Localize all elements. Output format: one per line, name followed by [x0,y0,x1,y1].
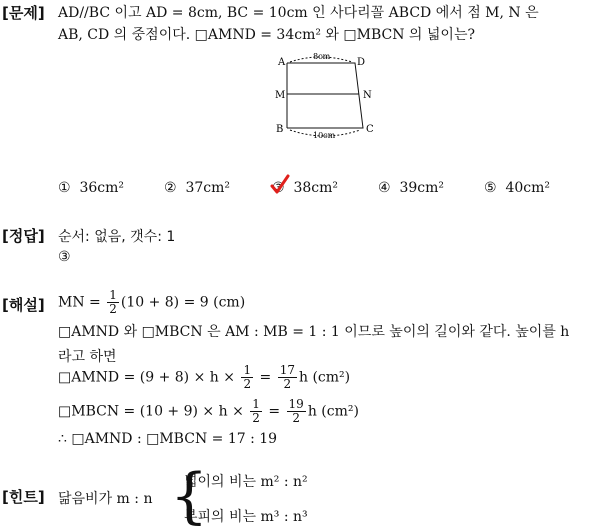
trapezoid-figure [270,50,385,140]
bottom-length-label: 10cm [313,131,336,140]
choice-3-number-wrap [272,180,285,196]
choice-1[interactable] [58,180,124,196]
solution-mn-lhs: MN = [58,294,106,311]
choice-4-number: ④ [378,180,391,196]
fraction-denominator: 2 [243,377,252,391]
choice-1-text: 36cm² [79,180,125,196]
amnd-unit: h (cm²) [299,369,351,386]
hint-label: [힌트] [2,488,45,506]
mbcn-expression: □MBCN = (10 + 9) × h × [58,403,249,420]
solution-line-2: □AMND 와 □MBCN 은 AM : MB = 1 : 1 이므로 높이의 길이와 같다. 높이를 h [58,324,570,340]
equals-sign: = [263,403,285,420]
choice-5-text: 40cm² [505,180,551,196]
fraction-half [241,364,253,391]
vertex-c: C [366,124,374,135]
brace-icon: { [170,461,209,531]
amnd-expression: □AMND = (9 + 8) × h × [58,369,240,386]
fraction-numerator: 1 [252,397,260,411]
hint-volume-ratio: 부피의 비는 m³ : n³ [184,509,308,525]
fraction-denominator: 2 [283,377,292,391]
vertex-b: B [276,124,284,135]
top-length-label: 8cm [313,52,331,61]
solution-line-6: ∴ □AMND : □MBCN = 17 : 19 [58,431,278,447]
answer-choice: ③ [58,249,71,265]
vertex-a: A [278,57,286,68]
answer-label: [정답] [2,227,45,245]
trapezoid-outline [287,63,363,128]
choice-3-number: ③ [272,180,285,196]
fraction-half [250,398,262,425]
checkmark-icon [270,174,290,196]
choice-3-text: 38cm² [293,180,339,196]
choice-5[interactable] [484,180,550,196]
choice-2[interactable] [164,180,230,196]
fraction-numerator: 1 [109,288,117,302]
solution-line-3: 라고 하면 [58,349,117,365]
fraction-denominator: 2 [292,411,300,425]
fraction-numerator: 17 [279,363,295,377]
choice-2-number: ② [164,180,177,196]
choice-4[interactable] [378,180,444,196]
fraction-nineteen-halves [287,398,306,425]
problem-label: [문제] [2,4,45,22]
answer-order-count: 순서: 없음, 갯수: 1 [58,229,176,245]
fraction-denominator: 2 [252,411,260,425]
choice-4-text: 39cm² [399,180,445,196]
fraction-numerator: 19 [288,397,304,411]
mbcn-unit: h (cm²) [307,403,359,420]
solution-mn-rhs: (10 + 8) = 9 (cm) [120,294,246,311]
choice-1-number: ① [58,180,71,196]
fraction-numerator: 1 [243,363,252,377]
hint-area-ratio: 넓이의 비는 m² : n² [184,474,308,490]
fraction-denominator: 2 [109,302,117,316]
solution-line-5 [58,398,359,425]
midpoint-n: N [363,90,372,101]
hint-similarity-ratio: 닮음비가 m : n [58,491,153,507]
solution-line-1 [58,289,245,316]
equals-sign: = [255,369,276,386]
choice-2-text: 37cm² [185,180,231,196]
problem-line-2: AB, CD 의 중점이다. □AMND = 34cm² 와 □MBCN 의 넓이는? [58,27,475,43]
solution-line-4 [58,364,350,391]
midpoint-m: M [275,90,286,101]
vertex-d: D [357,57,366,68]
choice-3[interactable] [272,180,338,196]
problem-line-1: AD//BC 이고 AD = 8cm, BC = 10cm 인 사다리꼴 ABCD 에서 점 M, N 은 [58,5,539,21]
solution-label: [해설] [2,296,45,314]
fraction-seventeen-halves [278,364,297,391]
choice-5-number: ⑤ [484,180,497,196]
fraction-half [107,289,119,316]
